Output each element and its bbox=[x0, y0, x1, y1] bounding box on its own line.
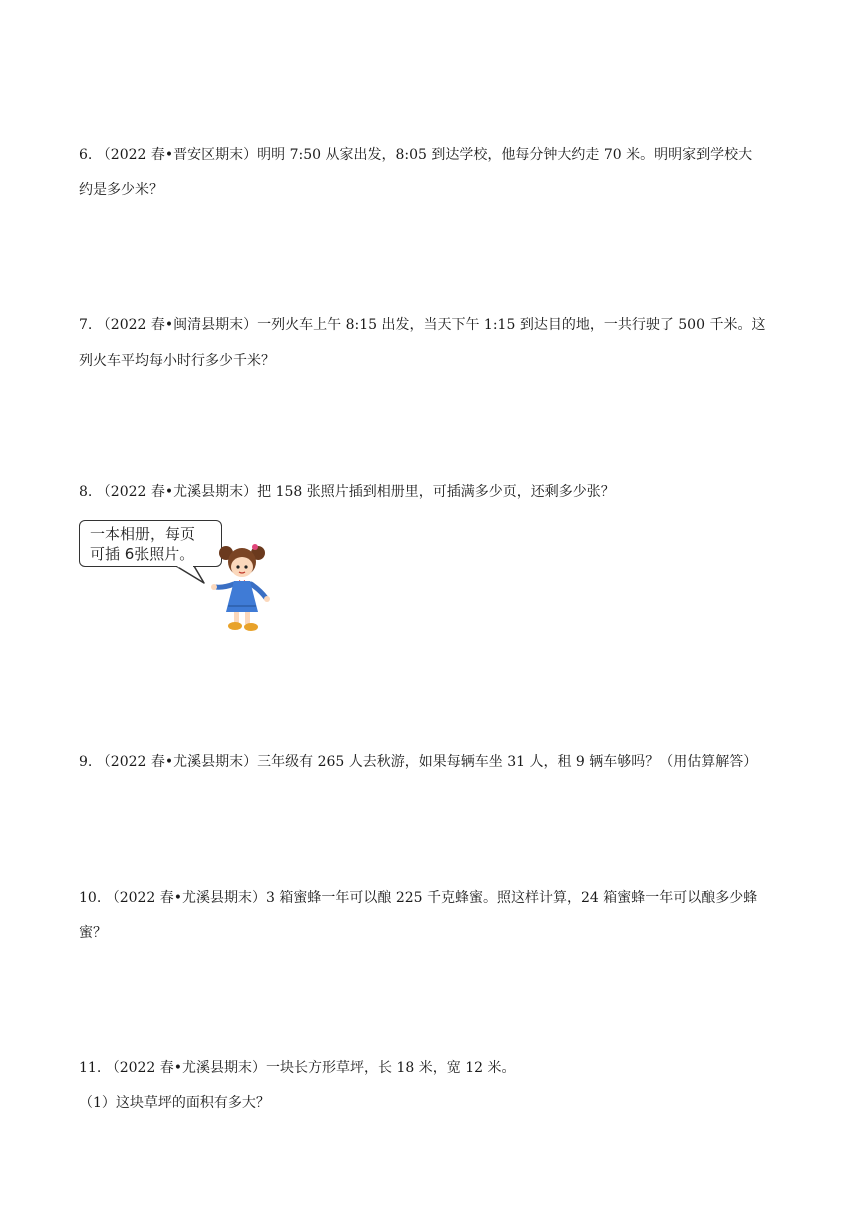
q6-line-1: 6. （2022 春•晋安区期末）明明 7:50 从家出发，8:05 到达学校，他每分钟大约走 70 米。明明家到学校大 bbox=[79, 147, 753, 163]
q10-line-2: 蜜？ bbox=[79, 925, 107, 941]
speech-bubble bbox=[79, 520, 222, 567]
girl-cartoon-icon bbox=[206, 540, 276, 635]
q11-sub-1: （1）这块草坪的面积有多大？ bbox=[79, 1095, 270, 1111]
q11-line-1: 11. （2022 春•尤溪县期末）一块长方形草坪，长 18 米，宽 12 米。 bbox=[79, 1060, 516, 1076]
q8-line-1: 8. （2022 春•尤溪县期末）把 158 张照片插到相册里，可插满多少页，还剩多少张？ bbox=[79, 484, 615, 500]
speech-bubble-line-2: 可插 6张照片。 bbox=[90, 545, 195, 563]
q10-line-1: 10. （2022 春•尤溪县期末）3 箱蜜蜂一年可以酿 225 千克蜂蜜。照这样计算，24 箱蜜蜂一年可以酿多少蜂 bbox=[79, 890, 758, 906]
speech-bubble-line-1: 一本相册，每页 bbox=[90, 525, 196, 543]
q7-line-2: 列火车平均每小时行多少千米？ bbox=[79, 353, 275, 369]
q9-line-1: 9. （2022 春•尤溪县期末）三年级有 265 人去秋游，如果每辆车坐 31 人，租 9 辆车够吗？（用估算解答） bbox=[79, 754, 758, 770]
q6-line-2: 约是多少米？ bbox=[79, 182, 163, 198]
q7-line-1: 7. （2022 春•闽清县期末）一列火车上午 8:15 出发，当天下午 1:15 到达目的地，一共行驶了 500 千米。这 bbox=[79, 317, 766, 333]
